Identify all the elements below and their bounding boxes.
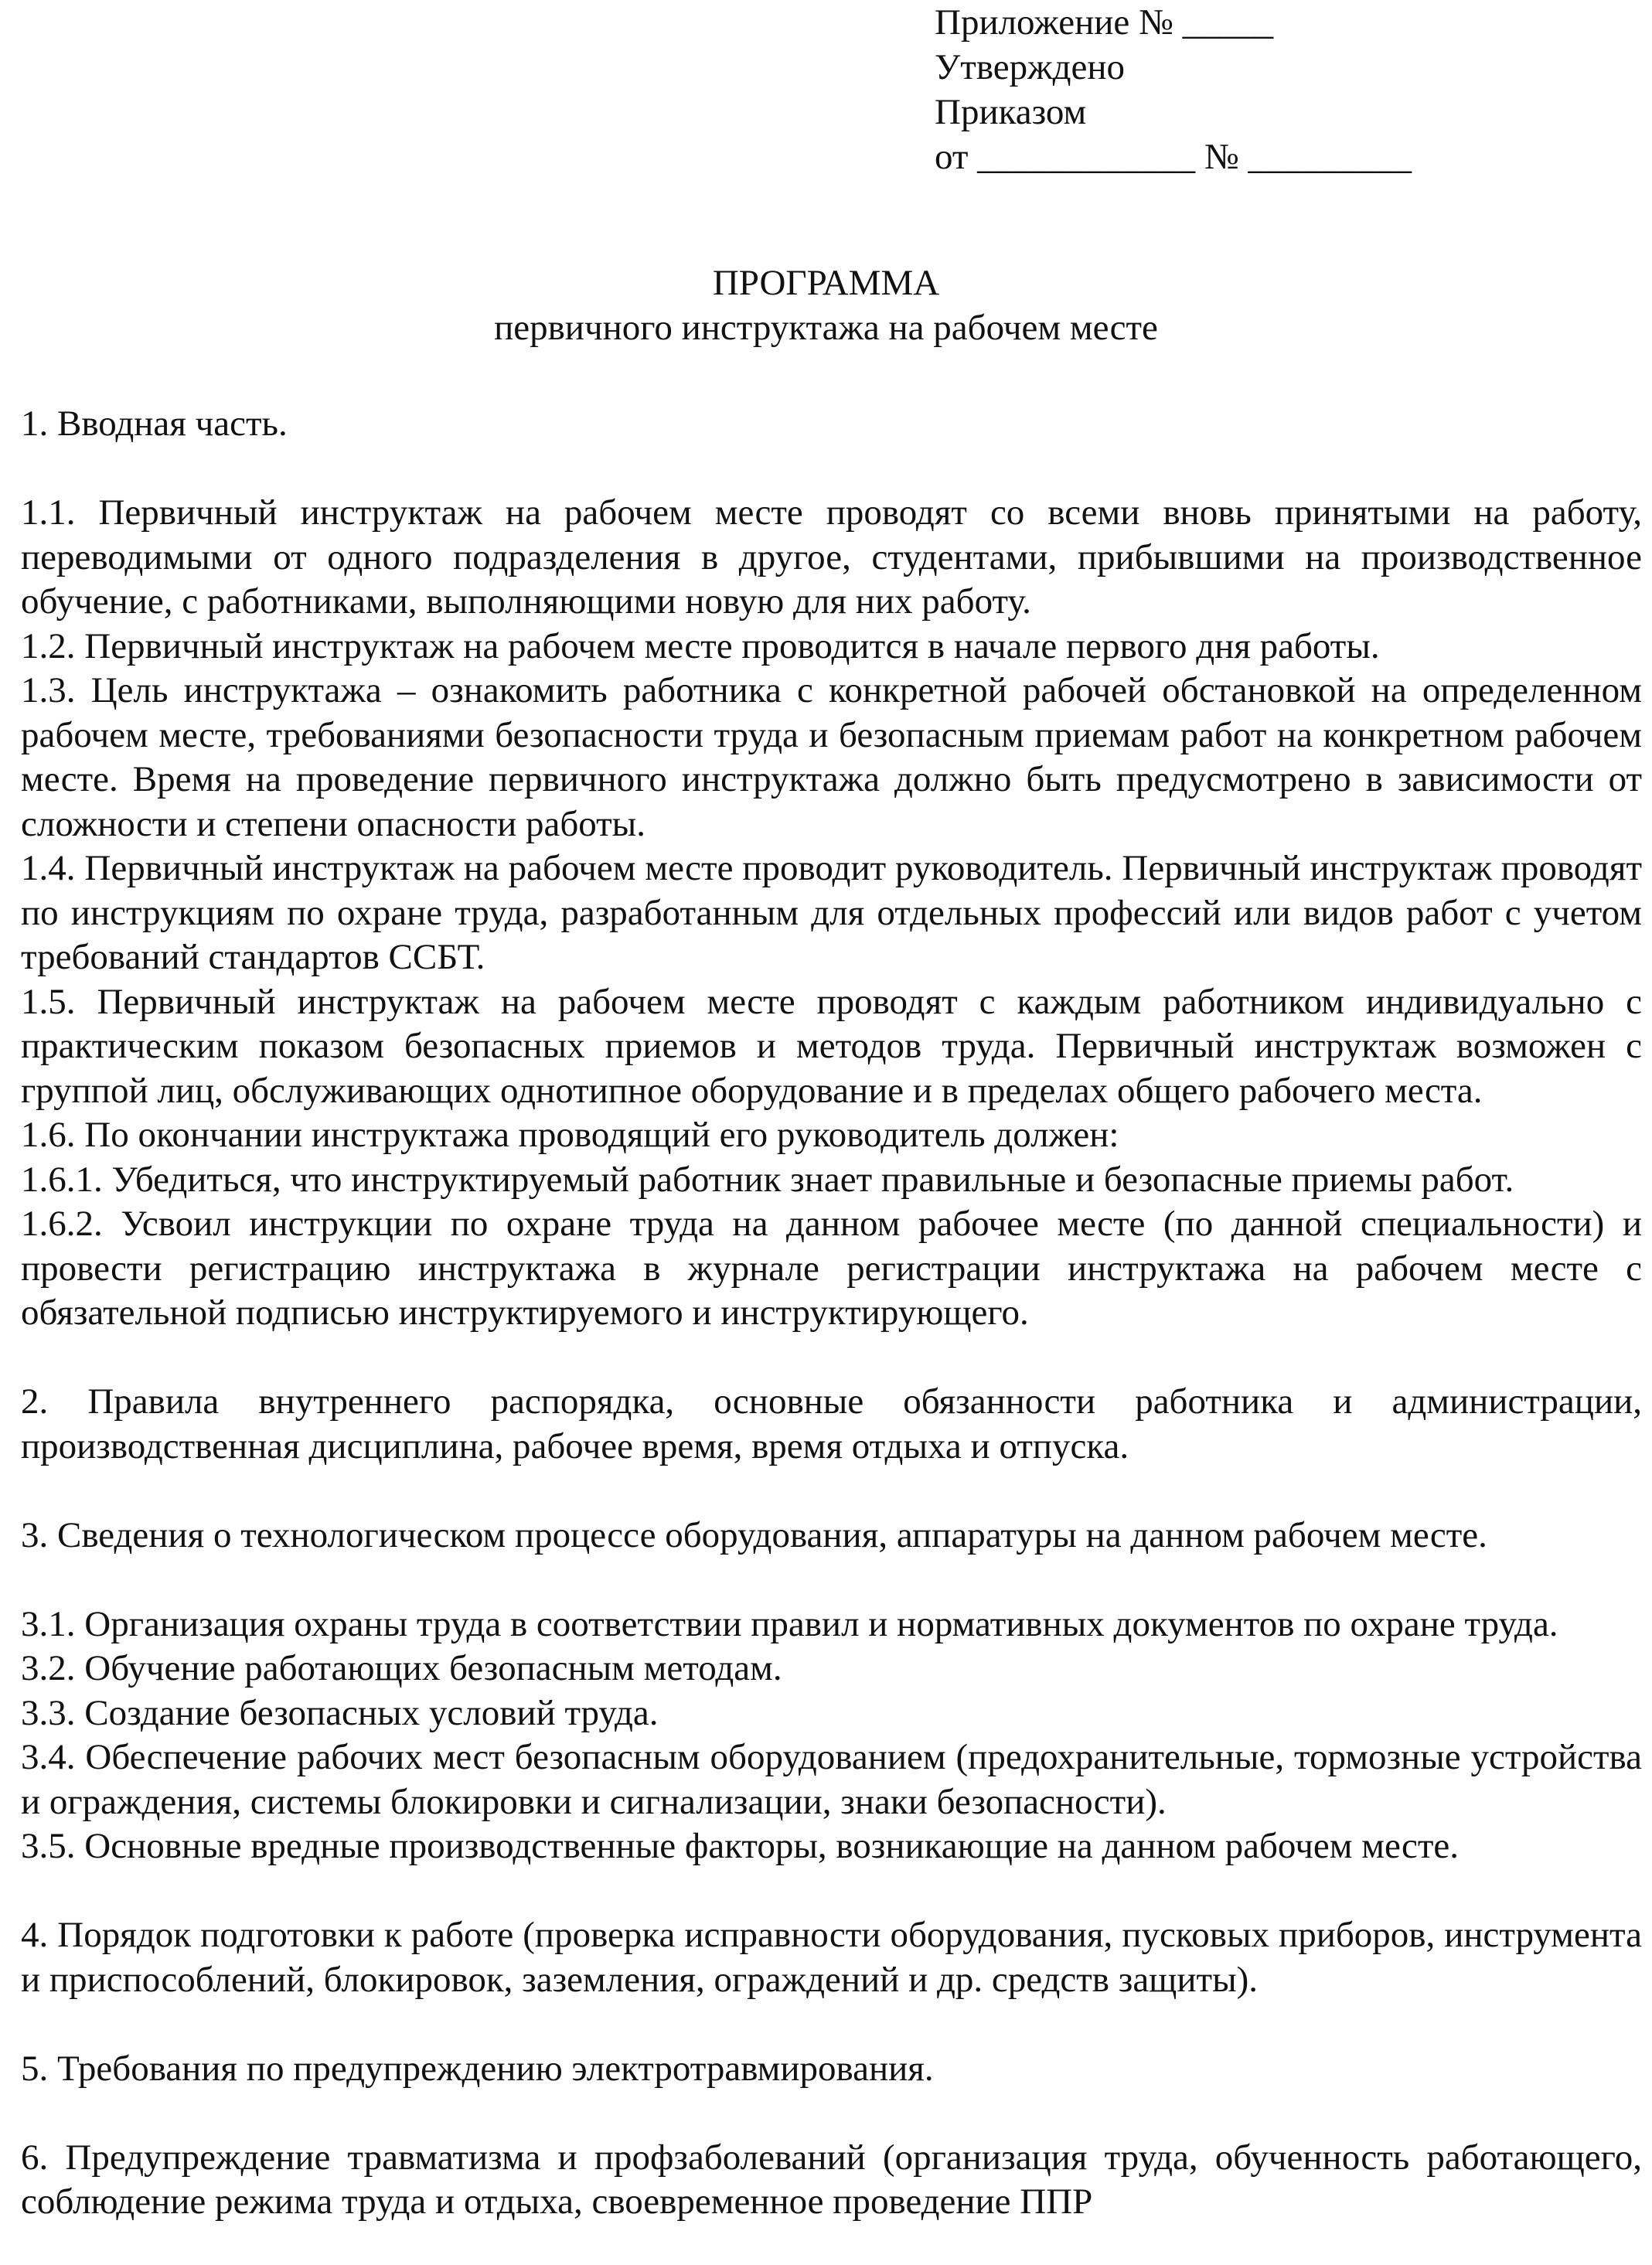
paragraph-3-2: 3.2. Обучение работающих безопасным методам. (21, 1648, 782, 1688)
paragraph-gap (21, 1869, 1642, 1914)
paragraph-3-3: 3.3. Создание безопасных условий труда. (21, 1692, 659, 1733)
paragraph-gap (21, 2091, 1642, 2136)
section-6: 6. Предупреждение травматизма и профзаболеваний (организация труда, обученность работающего, соблюдение режима труда и отдыха, своевременное проведение ППР (21, 2137, 1642, 2222)
section-5: 5. Требования по предупреждению электротравмирования. (21, 2048, 934, 2089)
section-3: 3. Сведения о технологическом процессе оборудования, аппаратуры на данном рабочем месте. (21, 1514, 1487, 1555)
appendix-number-line: Приложение № _____ (935, 2, 1274, 43)
approved-label: Утверждено (935, 47, 1125, 87)
paragraph-3-4: 3.4. Обеспечение рабочих мест безопасным оборудованием (предохранительные, тормозные устройства и ограждения, системы блокировки и сигнализации, знаки безопасности). (21, 1737, 1642, 1822)
paragraph-1-6: 1.6. По окончании инструктажа проводящий его руководитель должен: (21, 1115, 1119, 1155)
paragraph-gap (21, 1336, 1642, 1381)
paragraph-gap (21, 1469, 1642, 1514)
paragraph-3-5: 3.5. Основные вредные производственные факторы, возникающие на данном рабочем месте. (21, 1826, 1459, 1866)
paragraph-1-1: 1.1. Первичный инструктаж на рабочем месте проводят со всеми вновь принятыми на работу, переводимыми от одного подразделения в другое, студентами, прибывшими на производственное обучение, с работниками, выполняющими новую для них работу. (21, 492, 1642, 622)
paragraph-gap (21, 1558, 1642, 1603)
paragraph-1-6-1: 1.6.1. Убедиться, что инструктируемый работник знает правильные и безопасные приемы работ. (21, 1159, 1514, 1200)
paragraph-3-1: 3.1. Организация охраны труда в соответствии правил и нормативных документов по охране труда. (21, 1603, 1558, 1644)
section-1-heading: 1. Вводная часть. (21, 404, 288, 444)
section-4: 4. Порядок подготовки к работе (проверка исправности оборудования, пусковых приборов, инструмента и приспособлений, блокировок, заземления, ограждений и др. средств защиты). (21, 1915, 1642, 2000)
paragraph-gap (21, 447, 1642, 492)
title-block (0, 261, 1652, 350)
approval-block (935, 0, 1412, 179)
order-date-number-line: от ____________ № _________ (935, 137, 1412, 177)
paragraph-1-3: 1.3. Цель инструктажа – ознакомить работника с конкретной рабочей обстановкой на определенном рабочем месте, требованиями безопасности труда и безопасным приемам работ на конкретном рабочем месте. Время на проведение первичного инструктажа должно быть предусмотрено в зависимости от сложности и степени опасности работы. (21, 670, 1642, 844)
document-body (21, 402, 1642, 2225)
paragraph-1-4: 1.4. Первичный инструктаж на рабочем месте проводит руководитель. Первичный инструктаж проводят по инструкциям по охране труда, разработанным для отдельных профессий или видов работ с учетом требований стандартов ССБТ. (21, 848, 1642, 977)
order-label: Приказом (935, 92, 1087, 132)
section-2: 2. Правила внутреннего распорядка, основные обязанности работника и администрации, производственная дисциплина, рабочее время, время отдыха и отпуска. (21, 1381, 1642, 1466)
paragraph-1-2: 1.2. Первичный инструктаж на рабочем месте проводится в начале первого дня работы. (21, 625, 1380, 666)
paragraph-gap (21, 2002, 1642, 2047)
paragraph-1-6-2: 1.6.2. Усвоил инструкции по охране труда на данном рабочее месте (по данной специальности) и провести регистрацию инструктажа в журнале регистрации инструктажа на рабочем месте с обязательной подписью инструктируемого и инструктирующего. (21, 1204, 1642, 1333)
paragraph-1-5: 1.5. Первичный инструктаж на рабочем месте проводят с каждым работником индивидуально с практическим показом безопасных приемов и методов труда. Первичный инструктаж возможен с группой лиц, обслуживающих однотипное оборудование и в пределах общего рабочего места. (21, 981, 1642, 1111)
document-subtitle: первичного инструктажа на рабочем месте (494, 308, 1158, 348)
document-title: ПРОГРАММА (712, 263, 940, 303)
